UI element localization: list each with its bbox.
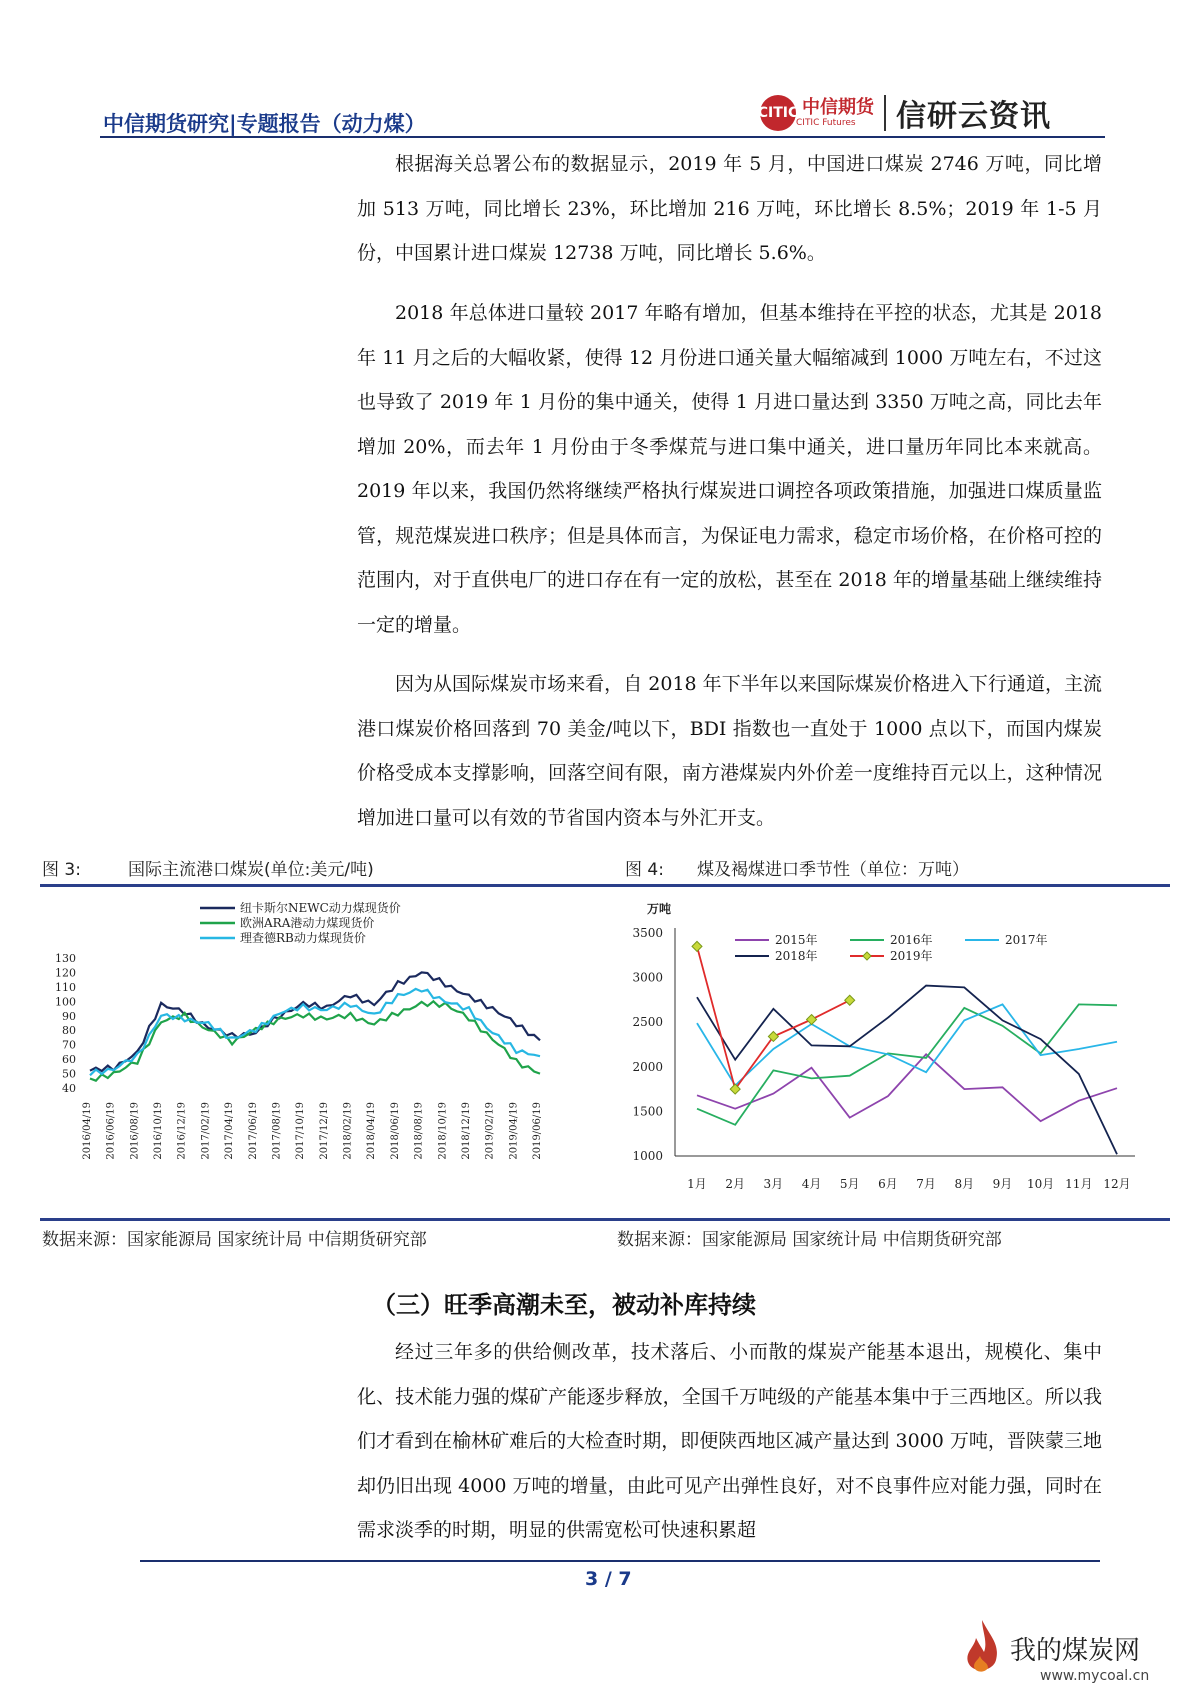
x-tick-label: 2018/02/19: [342, 1102, 354, 1160]
x-tick-label: 2017/02/19: [200, 1102, 212, 1160]
x-tick-label: 5月: [839, 1177, 860, 1191]
logo-divider: [884, 95, 886, 131]
series-line: [697, 1004, 1117, 1085]
x-tick-label: 2018/12/19: [460, 1102, 472, 1160]
figure4-source: 数据来源：国家能源局 国家统计局 中信期货研究部: [617, 1230, 1002, 1250]
legend-label: 2018年: [775, 949, 818, 963]
x-tick-label: 2017/04/19: [224, 1102, 236, 1160]
x-tick-label: 2019/04/19: [508, 1102, 520, 1160]
paragraph-2: 2018 年总体进口量较 2017 年略有增加，但基本维持在平控的状态，尤其是 2018 年 11 月之后的大幅收紧，使得 12 月份进口通关量大幅缩减到 1000 万吨左右，不过这也导致了 2019 年 1 月份的集中通关，使得 1 月进口量达到 3350 万吨之高，同比去年增加 20%，而去年 1 月份由于冬季煤荒与进口集中通关，进口量历年同比本来就高。2019 年以来，我国仍然将继续严格执行煤炭进口调控各项政策措施，加强进口煤质量监管，规范煤炭进口秩序；但是具体而言，为保证电力需求，稳定市场价格，在价格可控的范围内，对于直供电厂的进口存在有一定的放松，甚至在 2018 年的增量基础上继续维持一定的增量。: [357, 302, 1102, 636]
legend-label: 2019年: [890, 949, 933, 963]
series-line: [697, 986, 1117, 1155]
figure-bottom-rule: [40, 1218, 1170, 1221]
series-marker: [807, 1015, 817, 1025]
legend-label: 纽卡斯尔NEWC动力煤现货价: [240, 901, 401, 915]
x-tick-label: 2016/10/19: [153, 1102, 165, 1160]
y-tick-label: 50: [62, 1067, 76, 1081]
legend-label: 理查德RB动力煤现货价: [240, 931, 366, 945]
paragraph-1: 根据海关总署公布的数据显示，2019 年 5 月，中国进口煤炭 2746 万吨，同比增加 513 万吨，同比增长 23%，环比增加 216 万吨，环比增长 8.5%；2019 年 1-5 月份，中国累计进口煤炭 12738 万吨，同比增长 5.6%。: [357, 153, 1102, 264]
flame-logo-icon: [960, 1618, 1004, 1678]
x-tick-label: 9月: [992, 1177, 1013, 1191]
y-tick-label: 2000: [632, 1059, 663, 1074]
paragraph-4: 经过三年多的供给侧改革，技术落后、小而散的煤炭产能基本退出，规模化、集中化、技术能力强的煤矿产能逐步释放，全国千万吨级的产能基本集中于三西地区。所以我们才看到在榆林矿难后的大检查时期，即便陕西地区减产量达到 3000 万吨，晋陕蒙三地却仍旧出现 4000 万吨的增量，由此可见产出弹性良好，对不良事件应对能力强，同时在需求淡季的时期，明显的供需宽松可快速积累超: [357, 1341, 1102, 1541]
paragraph-3: 因为从国际煤炭市场来看，自 2018 年下半年以来国际煤炭价格进入下行通道，主流港口煤炭价格回落到 70 美金/吨以下，BDI 指数也一直处于 1000 点以下，而国内煤炭价格受成本支撑影响，回落空间有限，南方港煤炭内外价差一度维持百元以上，这种情况增加进口量可以有效的节省国内资本与外汇开支。: [357, 673, 1102, 829]
x-tick-label: 4月: [801, 1177, 822, 1191]
x-tick-label: 3月: [763, 1177, 784, 1191]
paragraph-block-3: [357, 662, 1102, 840]
brand-name: 信研云资讯: [896, 99, 1051, 134]
y-tick-label: 2500: [632, 1015, 663, 1030]
citic-logo-text: [796, 98, 874, 128]
y-tick-label: 3500: [632, 926, 663, 940]
citic-logo: [757, 90, 1051, 136]
x-tick-label: 1月: [687, 1177, 707, 1191]
figure4-label: 图 4:: [625, 860, 664, 880]
x-tick-label: 2018/10/19: [437, 1102, 449, 1160]
figure4-caption: 煤及褐煤进口季节性（单位：万吨）: [697, 860, 969, 880]
header-divider: [100, 136, 1105, 138]
x-tick-label: 2016/12/19: [176, 1102, 188, 1160]
paragraph-block-4: [357, 1330, 1102, 1553]
citic-logo-icon: CITIC: [760, 95, 796, 131]
watermark-url: www.mycoal.cn: [1040, 1668, 1150, 1684]
y-tick-label: 100: [55, 995, 76, 1009]
x-tick-label: 2018/06/19: [389, 1102, 401, 1160]
x-tick-label: 2016/08/19: [129, 1102, 141, 1160]
y-tick-label: 3000: [632, 970, 663, 985]
x-tick-label: 2017/10/19: [295, 1102, 307, 1160]
series-line: [697, 1004, 1117, 1124]
legend-label: 欧洲ARA港动力煤现货价: [240, 916, 375, 930]
chart-coal-import-seasonality: [615, 888, 1170, 1218]
figure3-caption: 国际主流港口煤炭(单位:美元/吨): [128, 860, 374, 880]
x-tick-label: 10月: [1026, 1177, 1055, 1191]
page-number: 3 / 7: [585, 1568, 632, 1590]
series-marker: [845, 995, 855, 1005]
x-tick-label: 2016/04/19: [82, 1102, 93, 1160]
x-tick-label: 2019/02/19: [484, 1102, 496, 1160]
header-title: 中信期货研究|专题报告（动力煤）: [103, 112, 426, 136]
footer-divider: [140, 1560, 1100, 1562]
y-tick-label: 120: [55, 966, 76, 980]
x-tick-label: 2月: [725, 1177, 746, 1191]
x-tick-label: 2017/06/19: [247, 1102, 259, 1160]
figure3-label: 图 3:: [42, 860, 81, 880]
x-tick-label: 8月: [954, 1177, 975, 1191]
legend-label: 2016年: [890, 933, 933, 947]
chart-international-coal-price: [40, 888, 600, 1218]
x-tick-label: 2018/08/19: [413, 1102, 425, 1160]
x-tick-label: 11月: [1065, 1177, 1093, 1191]
x-tick-label: 2018/04/19: [366, 1102, 378, 1160]
legend-marker: [863, 952, 871, 960]
figure3-source: 数据来源：国家能源局 国家统计局 中信期货研究部: [42, 1230, 427, 1250]
y-tick-label: 110: [55, 980, 76, 994]
y-tick-label: 90: [62, 1009, 76, 1023]
y-axis-unit: 万吨: [647, 902, 672, 916]
x-tick-label: 12月: [1103, 1177, 1131, 1191]
section-heading: （三）旺季高潮未至，被动补库持续: [372, 1291, 756, 1319]
series-line: [697, 1054, 1117, 1121]
x-tick-label: 2016/06/19: [105, 1102, 117, 1160]
y-tick-label: 1500: [632, 1104, 663, 1119]
x-tick-label: 2017/12/19: [318, 1102, 330, 1160]
x-tick-label: 2017/08/19: [271, 1102, 283, 1160]
series-line: [697, 946, 850, 1089]
paragraph-block-2: [357, 291, 1102, 647]
figure-top-rule: [40, 884, 1170, 887]
y-tick-label: 60: [62, 1053, 76, 1067]
x-tick-label: 6月: [878, 1177, 898, 1191]
legend-label: 2015年: [775, 933, 818, 947]
legend-label: 2017年: [1005, 933, 1048, 947]
y-tick-label: 70: [62, 1038, 76, 1052]
series-marker: [692, 941, 702, 951]
y-tick-label: 80: [62, 1024, 76, 1038]
y-tick-label: 130: [55, 952, 76, 965]
watermark-name: 我的煤炭网: [1010, 1636, 1141, 1666]
y-tick-label: 40: [62, 1082, 76, 1095]
logo-en: CITIC Futures: [796, 118, 856, 128]
x-tick-label: 7月: [916, 1177, 936, 1191]
x-tick-label: 2019/06/19: [532, 1102, 543, 1160]
y-tick-label: 1000: [632, 1149, 663, 1163]
paragraph-block-1: [357, 142, 1102, 276]
logo-cn: 中信期货: [802, 97, 874, 118]
